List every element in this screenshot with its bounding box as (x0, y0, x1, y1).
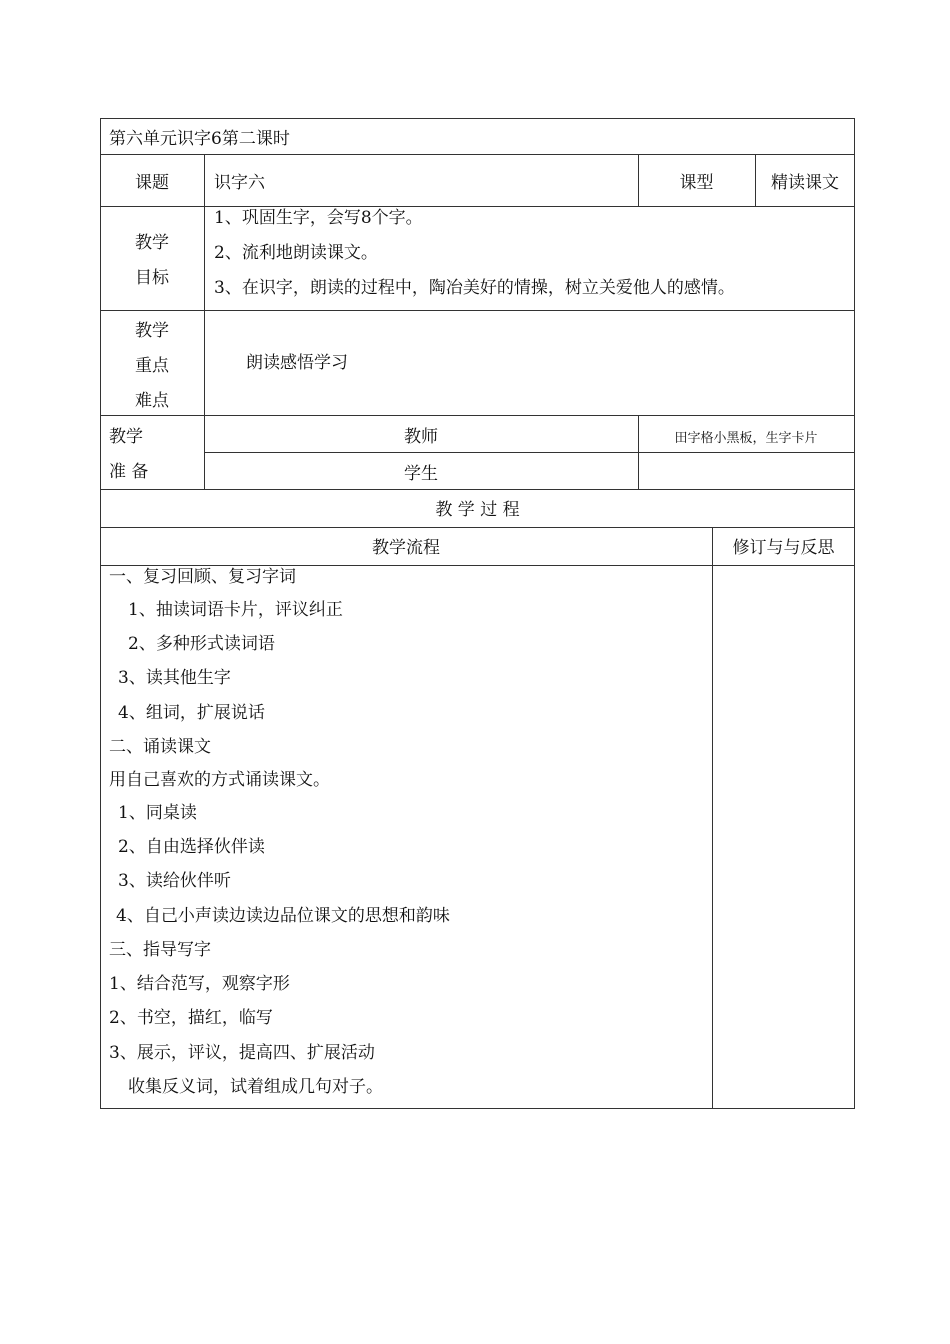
process-line: 3、展示，评议，提高四、扩展活动 (109, 1043, 375, 1063)
process-title: 教 学 过 程 (435, 500, 520, 520)
table-border (100, 118, 101, 1109)
table-border (854, 118, 855, 1109)
student-label: 学生 (404, 464, 438, 484)
row-divider (100, 154, 855, 155)
goals-label: 教学 (135, 233, 169, 253)
goals-label: 目标 (135, 268, 169, 288)
focus-label: 教学 (135, 321, 169, 341)
goal-item: 2、流利地朗读课文。 (214, 243, 378, 263)
type-value: 精读课文 (771, 173, 839, 193)
row-divider (100, 489, 855, 490)
topic-value: 识字六 (214, 173, 265, 193)
prep-label: 教学 (109, 427, 143, 447)
process-line: 4、组词，扩展说话 (118, 703, 265, 723)
focus-label: 重点 (135, 356, 169, 376)
process-line: 一、复习回顾、复习字词 (109, 567, 296, 587)
teacher-materials: 田字格小黑板，生字卡片 (674, 431, 818, 446)
row-divider (204, 452, 855, 453)
process-line: 三、指导写字 (109, 940, 211, 960)
col-revise-header: 修订与与反思 (732, 538, 835, 558)
row-divider (100, 527, 855, 528)
table-border (100, 118, 855, 119)
document-title: 第六单元识字6第二课时 (109, 129, 290, 149)
process-line: 1、同桌读 (118, 803, 197, 823)
col-flow-header: 教学流程 (372, 538, 440, 558)
goal-item: 3、在识字，朗读的过程中，陶冶美好的情操，树立关爱他人的感情。 (214, 278, 735, 298)
process-line: 收集反义词，试着组成几句对子。 (128, 1077, 383, 1097)
process-line: 1、结合范写，观察字形 (109, 974, 290, 994)
process-line: 2、自由选择伙伴读 (118, 837, 265, 857)
process-line: 3、读给伙伴听 (118, 871, 231, 891)
process-line: 用自己喜欢的方式诵读课文。 (109, 770, 330, 790)
focus-label: 难点 (135, 391, 169, 411)
topic-label: 课题 (135, 173, 169, 193)
col-divider (712, 527, 713, 1108)
process-line: 2、多种形式读词语 (128, 634, 275, 654)
teacher-label: 教师 (404, 427, 438, 447)
prep-label: 准 备 (109, 462, 149, 482)
process-line: 2、书空，描红，临写 (109, 1008, 273, 1028)
row-divider (100, 565, 855, 566)
col-divider (638, 415, 639, 489)
process-line: 1、抽读词语卡片，评议纠正 (128, 600, 343, 620)
focus-value: 朗读感悟学习 (246, 353, 348, 373)
table-border (100, 1108, 855, 1109)
row-divider (100, 310, 855, 311)
goal-item: 1、巩固生字，会写8个字。 (214, 208, 423, 228)
row-divider (100, 206, 855, 207)
row-divider (100, 415, 855, 416)
process-line: 3、读其他生字 (118, 668, 231, 688)
process-line: 4、自己小声读边读边品位课文的思想和韵味 (116, 906, 450, 926)
type-label: 课型 (679, 173, 714, 193)
process-line: 二、诵读课文 (109, 737, 211, 757)
